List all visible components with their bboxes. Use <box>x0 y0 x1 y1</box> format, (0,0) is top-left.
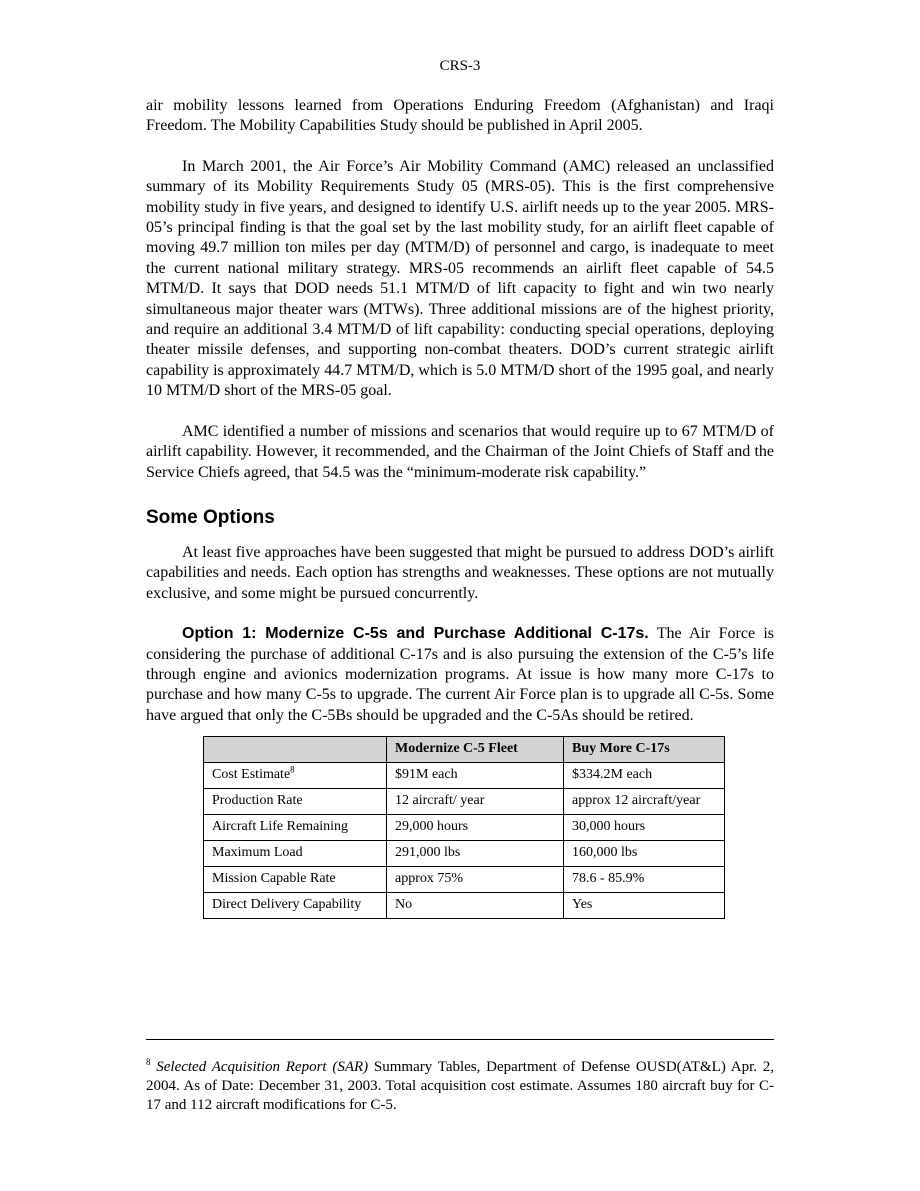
c5-value: 291,000 lbs <box>387 841 564 867</box>
footnote-divider <box>146 1039 774 1040</box>
table-header-cell: Modernize C-5 Fleet <box>387 737 564 763</box>
page-header: CRS-3 <box>439 58 481 74</box>
paragraph-continued: air mobility lessons learned from Operations Enduring Freedom (Afghanistan) and Iraqi Freedom. The Mobility Capabilities Study should be published in April 2005. <box>146 97 774 135</box>
c17-value: $334.2M each <box>564 763 725 789</box>
table-row <box>204 763 725 789</box>
c17-value: 78.6 - 85.9% <box>564 867 725 893</box>
c5-value: No <box>387 893 564 919</box>
row-label: Maximum Load <box>204 841 387 867</box>
c5-value: $91M each <box>387 763 564 789</box>
c17-value: 160,000 lbs <box>564 841 725 867</box>
c5-value: 29,000 hours <box>387 815 564 841</box>
option-1-body: The Air Force is considering the purchase of additional C-17s and is also pursuing the extension of the C-5’s life through engine and avionics modernization programs. At issue is how many more C-17s to purchase and how many C-5s to upgrade. The current Air Force plan is to upgrade all C-5s. Some have argued that only the C-5Bs should be upgraded and the C-5As should be retired. <box>146 625 774 724</box>
table-header-cell: Buy More C-17s <box>564 737 725 763</box>
table-header-row <box>204 737 725 763</box>
footnote <box>146 1058 774 1115</box>
row-label: Mission Capable Rate <box>204 867 387 893</box>
table-row <box>204 815 725 841</box>
table-row <box>204 867 725 893</box>
c17-value: approx 12 aircraft/year <box>564 789 725 815</box>
row-label: Aircraft Life Remaining <box>204 815 387 841</box>
c17-value: Yes <box>564 893 725 919</box>
footnote-ref: 8 <box>290 764 295 775</box>
row-label <box>204 763 387 789</box>
main-content <box>146 96 774 919</box>
paragraph-amc-missions: AMC identified a number of missions and scenarios that would require up to 67 MTM/D of airlift capability. However, it recommended, and the Chairman of the Joint Chiefs of Staff and the Service Chiefs agreed, that 54.5 was the “minimum-moderate risk capability.” <box>146 422 774 481</box>
c5-value: approx 75% <box>387 867 564 893</box>
section-heading: Some Options <box>146 506 275 528</box>
paragraph-mrs05: In March 2001, the Air Force’s Air Mobility Command (AMC) released an unclassified summary of its Mobility Requirements Study 05 (MRS-05). This is the first comprehensive mobility study in five years, and designed to identify U.S. airlift needs up to the year 2005. MRS-05’s principal finding is that the goal set by the last mobility study, for an airlift fleet capable of moving 49.7 million ton miles per day (MTM/D) of personnel and cargo, is inadequate to meet the current national military strategy. MRS-05 recommends an airlift fleet capable of 54.5 MTM/D. It says that DOD needs 51.1 MTM/D of lift capacity to fight and win two nearly simultaneous major theater wars (MTWs). Three additional missions are of the highest priority, and require an additional 3.4 MTM/D of lift capability: conducting special operations, deploying theater missile defenses, and supporting non-combat theaters. DOD’s current strategic airlift capability is approximately 44.7 MTM/D, which is 5.0 MTM/D short of the 1995 goal, and nearly 10 MTM/D short of the MRS-05 goal. <box>146 157 774 400</box>
option-1-title: Option 1: Modernize C-5s and Purchase Additional C-17s. <box>182 625 649 643</box>
table-header-cell <box>204 737 387 763</box>
row-label: Direct Delivery Capability <box>204 893 387 919</box>
comparison-table <box>203 736 725 919</box>
footnote-number: 8 <box>146 1057 151 1067</box>
footnote-text: Summary Tables, Department of Defense OUSD(AT&L) Apr. 2, 2004. As of Date: December 31, 2003. Total acquisition cost estimate. Assumes 180 aircraft buy for C-17 and 112 aircraft modifications for C-5. <box>146 1059 774 1113</box>
paragraph-options-intro: At least five approaches have been suggested that might be pursued to address DOD’s airlift capabilities and needs. Each option has strengths and weaknesses. These options are not mutually exclusive, and some might be pursued concurrently. <box>146 543 774 602</box>
row-label: Production Rate <box>204 789 387 815</box>
paragraph-option-1 <box>146 624 774 726</box>
row-label-text: Cost Estimate <box>212 767 291 783</box>
c5-value: 12 aircraft/ year <box>387 789 564 815</box>
c17-value: 30,000 hours <box>564 815 725 841</box>
table-row <box>204 789 725 815</box>
footnote-title: Selected Acquisition Report (SAR) <box>156 1059 369 1075</box>
table-row <box>204 841 725 867</box>
table-row <box>204 893 725 919</box>
